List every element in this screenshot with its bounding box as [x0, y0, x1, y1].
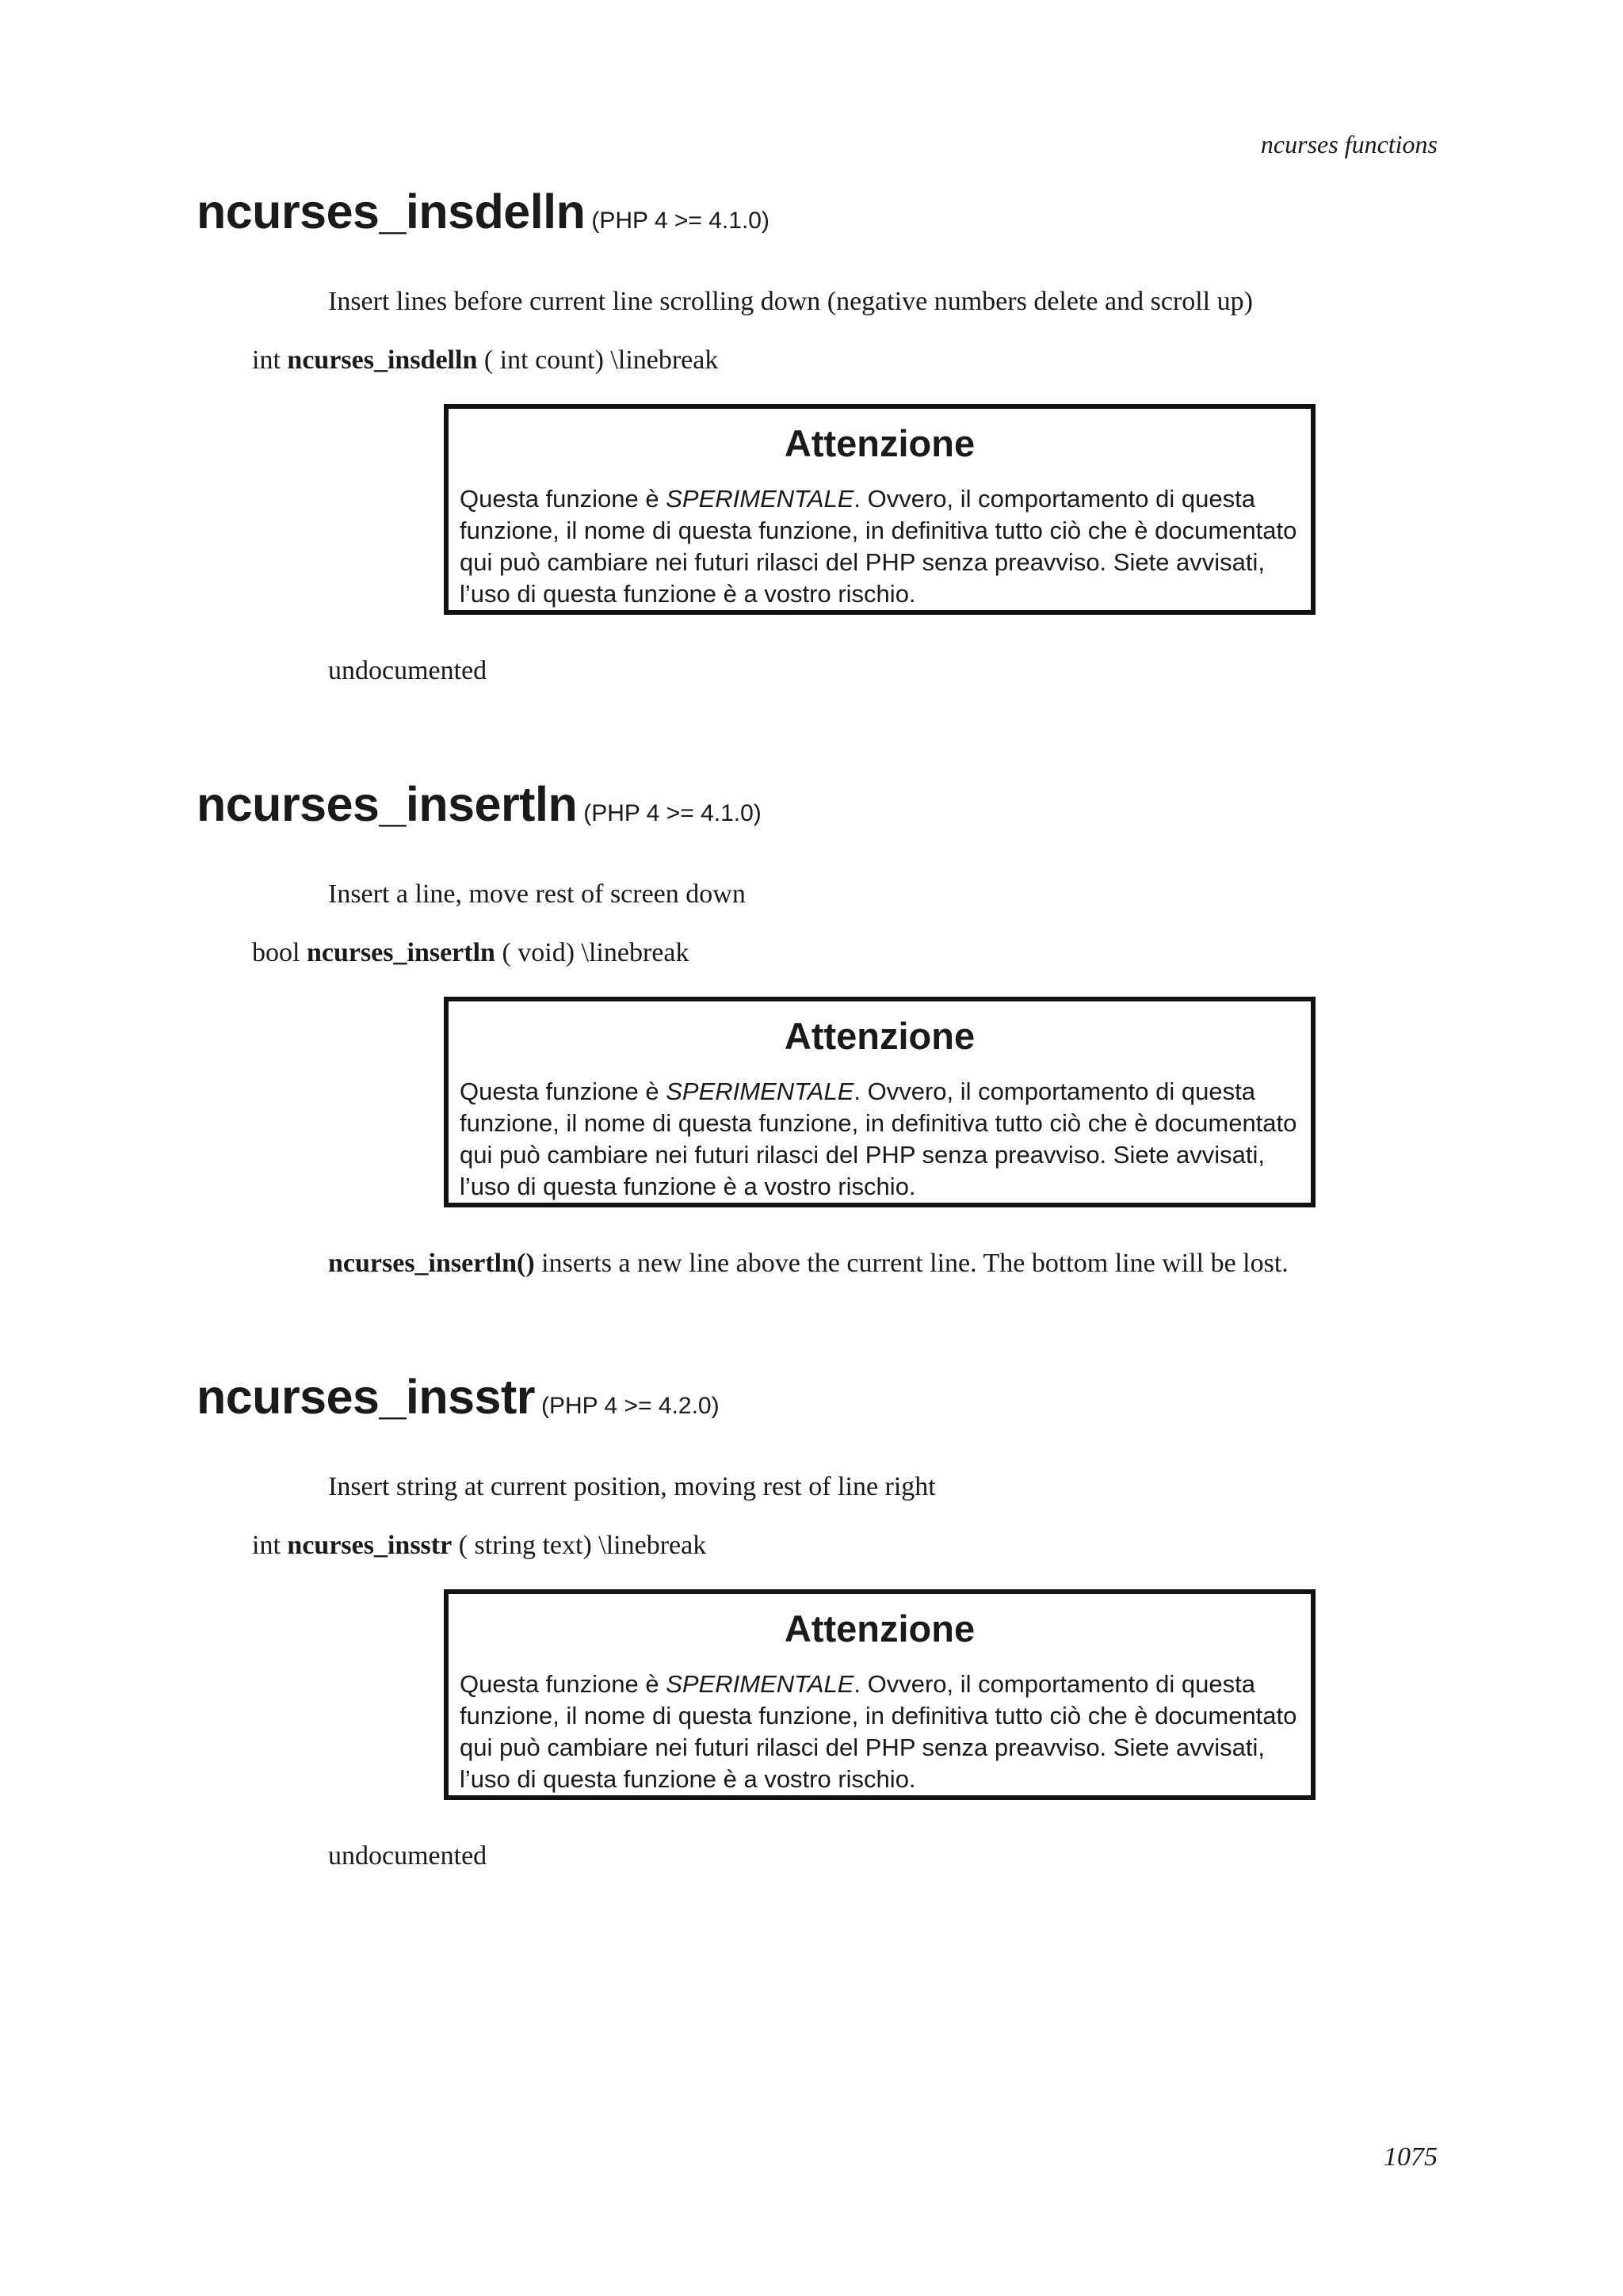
warning-body — [460, 483, 1308, 610]
running-header: ncurses functions — [1260, 130, 1438, 158]
function-name: ncurses_insertln — [197, 777, 578, 831]
warning-box — [444, 1589, 1316, 1800]
function-description — [328, 1841, 487, 1871]
warning-emphasis: SPERIMENTALE — [666, 1077, 854, 1105]
warning-text: qui può cambiare nei futuri rilasci del PHP senza preavviso. Siete avvisati, — [460, 548, 1266, 576]
warning-body — [460, 1669, 1308, 1795]
description-text: inserts a new line above the current line. The bottom line will be lost. — [534, 1249, 1289, 1278]
function-purpose: Insert string at current position, moving rest of line right — [328, 1472, 936, 1501]
synopsis-return-type: int — [252, 1531, 281, 1560]
function-title — [197, 1369, 720, 1425]
function-synopsis — [252, 345, 718, 376]
warning-text: l’uso di questa funzione è a vostro rischio. — [460, 580, 916, 608]
synopsis-arguments: ( void) \linebreak — [502, 938, 689, 967]
warning-title: Attenzione — [784, 1015, 976, 1057]
function-purpose: Insert a line, move rest of screen down — [328, 879, 746, 909]
warning-emphasis: SPERIMENTALE — [666, 1670, 854, 1698]
synopsis-function-name: ncurses_insstr — [287, 1531, 453, 1560]
warning-text: . Ovvero, il comportamento di questa — [854, 485, 1255, 513]
warning-body — [460, 1076, 1308, 1203]
synopsis-function-name: ncurses_insdelln — [287, 345, 478, 375]
warning-text: funzione, il nome di questa funzione, in definitiva tutto ciò che è documentato — [460, 1702, 1297, 1730]
function-synopsis — [252, 938, 689, 968]
function-title — [197, 776, 762, 832]
warning-text: funzione, il nome di questa funzione, in definitiva tutto ciò che è documentato — [460, 1109, 1297, 1137]
function-version: (PHP 4 >= 4.1.0) — [583, 800, 762, 826]
warning-text: l’uso di questa funzione è a vostro rischio. — [460, 1173, 916, 1200]
warning-text: Questa funzione è — [460, 485, 666, 513]
synopsis-return-type: bool — [252, 938, 300, 967]
description-text: undocumented — [328, 1841, 487, 1871]
function-version: (PHP 4 >= 4.1.0) — [591, 208, 769, 234]
function-name: ncurses_insstr — [197, 1370, 535, 1424]
synopsis-arguments: ( string text) \linebreak — [458, 1531, 707, 1560]
warning-text: l’uso di questa funzione è a vostro rischio. — [460, 1765, 916, 1793]
description-text: undocumented — [328, 656, 487, 685]
function-title — [197, 184, 769, 239]
function-name: ncurses_insdelln — [197, 185, 586, 238]
description-function-ref: ncurses_insertln() — [328, 1249, 535, 1278]
warning-text: Questa funzione è — [460, 1077, 666, 1105]
function-version: (PHP 4 >= 4.2.0) — [541, 1393, 720, 1419]
warning-box — [444, 997, 1316, 1207]
synopsis-arguments: ( int count) \linebreak — [483, 345, 719, 375]
warning-box — [444, 404, 1316, 615]
synopsis-function-name: ncurses_insertln — [306, 938, 495, 967]
warning-text: . Ovvero, il comportamento di questa — [854, 1077, 1255, 1105]
warning-title: Attenzione — [784, 422, 976, 464]
function-description — [328, 1249, 1289, 1279]
warning-text: qui può cambiare nei futuri rilasci del PHP senza preavviso. Siete avvisati, — [460, 1733, 1266, 1761]
warning-emphasis: SPERIMENTALE — [666, 485, 854, 513]
warning-title: Attenzione — [784, 1608, 976, 1650]
function-purpose: Insert lines before current line scrolling down (negative numbers delete and scroll up) — [328, 287, 1253, 316]
function-synopsis — [252, 1531, 706, 1561]
warning-text: funzione, il nome di questa funzione, in definitiva tutto ciò che è documentato — [460, 517, 1297, 544]
function-description — [328, 656, 487, 686]
warning-text: . Ovvero, il comportamento di questa — [854, 1670, 1255, 1698]
synopsis-return-type: int — [252, 345, 281, 375]
warning-text: qui può cambiare nei futuri rilasci del PHP senza preavviso. Siete avvisati, — [460, 1141, 1266, 1169]
page-number: 1075 — [1384, 2142, 1438, 2172]
warning-text: Questa funzione è — [460, 1670, 666, 1698]
